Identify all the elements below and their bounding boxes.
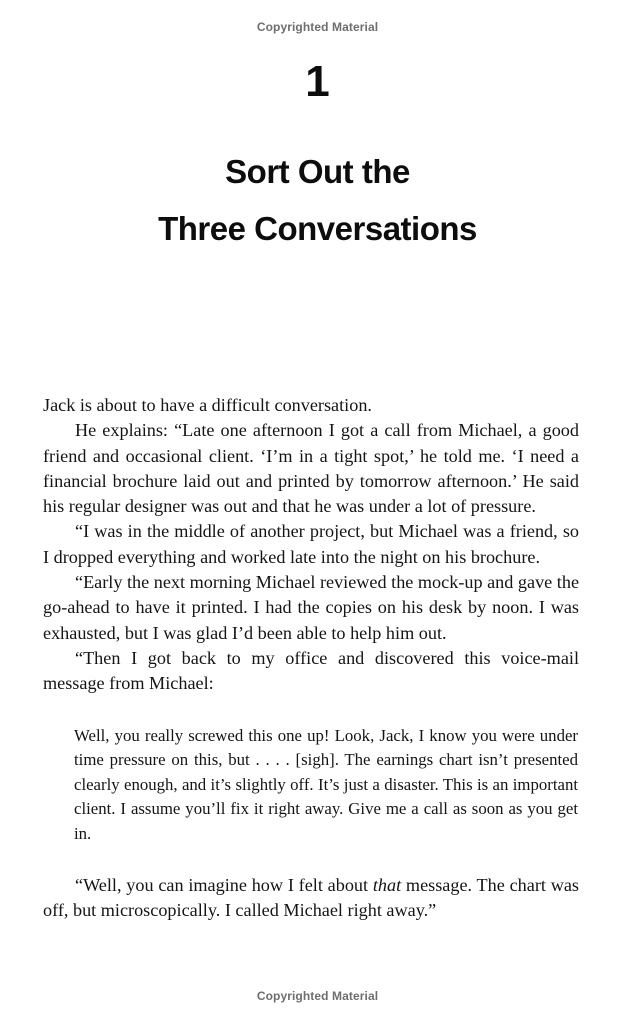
paragraph	[43, 873, 579, 924]
paragraph: “Then I got back to my office and discovered this voice-mail message from Michael:	[43, 647, 579, 694]
chapter-number: 1	[305, 57, 330, 106]
paragraph: “Early the next morning Michael reviewed the mock-up and gave the go-ahead to have it printed. I had the copies on his desk by noon. I was exhausted, but I was glad I’d been able to help him out.	[43, 572, 580, 643]
paragraph-text: “Well, you can imagine how I felt about	[75, 875, 373, 896]
chapter-title-line-2: Three Conversations	[158, 210, 477, 247]
paragraph-text: message. The chart was off, but microscopically. I called Michael right away.”	[43, 875, 579, 921]
block-quote: Well, you really screwed this one up! Look, Jack, I know you were under time pressure on this, but . . . . [sigh]. The earnings chart isn’t presented clearly enough, and it’s slightly off. It’s just a disaster. This is an important client. I assume you’ll fix it right away. Give me a call as soon as you get in.	[74, 725, 578, 843]
emphasis-text: that	[372, 875, 402, 896]
paragraph: He explains: “Late one afternoon I got a call from Michael, a good friend and occasional client. ‘I’m in a tight spot,’ he told me. ‘I need a financial brochure laid out and printed by tomorrow afternoon.’ He said his regular designer was out and that he was under a lot of pressure.	[43, 420, 579, 517]
chapter-title	[0, 143, 635, 257]
chapter-title-line-1: Sort Out the	[225, 153, 410, 190]
paragraph: “I was in the middle of another project, but Michael was a friend, so I dropped everything and worked late into the night on his brochure.	[43, 521, 579, 567]
copyright-watermark-top: Copyrighted Material	[256, 20, 379, 34]
paragraph: Jack is about to have a difficult conversation.	[43, 395, 372, 415]
body-text	[43, 393, 579, 924]
copyright-watermark-bottom: Copyrighted Material	[256, 989, 379, 1003]
